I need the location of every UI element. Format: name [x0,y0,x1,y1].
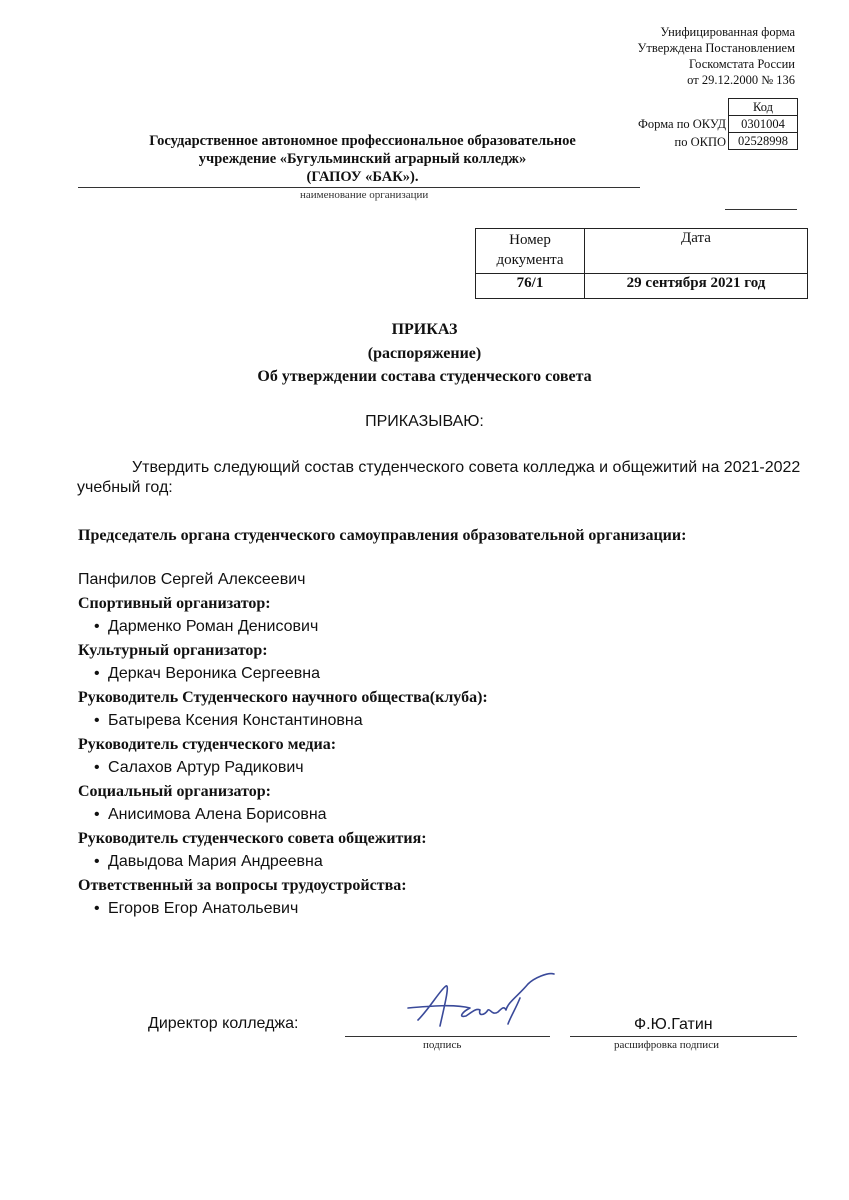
short-underline [725,209,797,210]
decode-caption: расшифровка подписи [614,1039,719,1051]
section-title-media: Руководитель студенческого медиа: [78,736,337,753]
person-chairman: Панфилов Сергей Алексеевич [78,571,306,588]
form-header-line3: Госкомстата России [689,57,795,71]
okud-value: 0301004 [729,116,798,133]
section-title-chairman: Председатель органа студенческого самоуправления образовательной организации: [78,527,687,544]
org-line3: (ГАПОУ «БАК»). [306,169,419,185]
title-line2: (распоряжение) [367,345,482,362]
signature-caption: подпись [423,1039,462,1051]
code-table [728,98,798,150]
okpo-value: 02528998 [729,133,798,150]
director-name: Ф.Ю.Гатин [634,1016,713,1033]
doc-number-header: Номер документа [476,229,585,274]
organization-name [100,132,625,186]
okpo-label: по ОКПО [674,135,726,149]
title-line3: Об утверждении состава студенческого совета [257,368,592,385]
signature-label: Директор колледжа: [148,1015,299,1032]
org-caption: наименование организации [300,189,429,201]
section-title-dormitory: Руководитель студенческого совета общежития: [78,830,427,847]
order-word: ПРИКАЗЫВАЮ: [365,413,484,430]
section-title-social: Социальный организатор: [78,783,271,800]
code-labels [638,115,726,151]
org-line1: Государственное автономное профессиональное образовательное [149,133,576,149]
person-science: • Батырева Ксения Константиновна [108,712,363,730]
org-underline [78,187,640,188]
form-header-line4: от 29.12.2000 № 136 [687,73,795,87]
person-dormitory: • Давыдова Мария Андреевна [108,853,323,871]
person-sport: • Дарменко Роман Денисович [108,618,318,636]
person-social: • Анисимова Алена Борисовна [108,806,327,824]
section-title-science: Руководитель Студенческого научного общества(клуба): [78,689,488,706]
doc-table [475,228,808,299]
okud-label: Форма по ОКУД [638,117,726,131]
form-header [638,24,795,88]
org-line2: учреждение «Бугульминский аграрный колледж» [198,151,527,167]
name-line [570,1036,797,1037]
section-title-culture: Культурный организатор: [78,642,268,659]
doc-number: 76/1 [476,274,585,299]
person-employment: • Егоров Егор Анатольевич [108,900,298,918]
code-header: Код [729,99,798,116]
signature-line [345,1036,550,1037]
doc-date: 29 сентября 2021 год [585,274,808,299]
signature-scribble [400,968,560,1040]
doc-date-header: Дата [585,229,808,274]
section-title-sport: Спортивный организатор: [78,595,271,612]
section-title-employment: Ответственный за вопросы трудоустройства: [78,877,407,894]
title-line1: ПРИКАЗ [391,321,458,338]
person-media: • Салахов Артур Радикович [108,759,304,777]
person-culture: • Деркач Вероника Сергеевна [108,665,320,683]
intro-text: Утвердить следующий состав студенческого совета колледжа и общежитий на 2021-2022 учебный год: [77,459,801,496]
form-header-line1: Унифицированная форма [660,25,795,39]
form-header-line2: Утверждена Постановлением [637,41,795,55]
